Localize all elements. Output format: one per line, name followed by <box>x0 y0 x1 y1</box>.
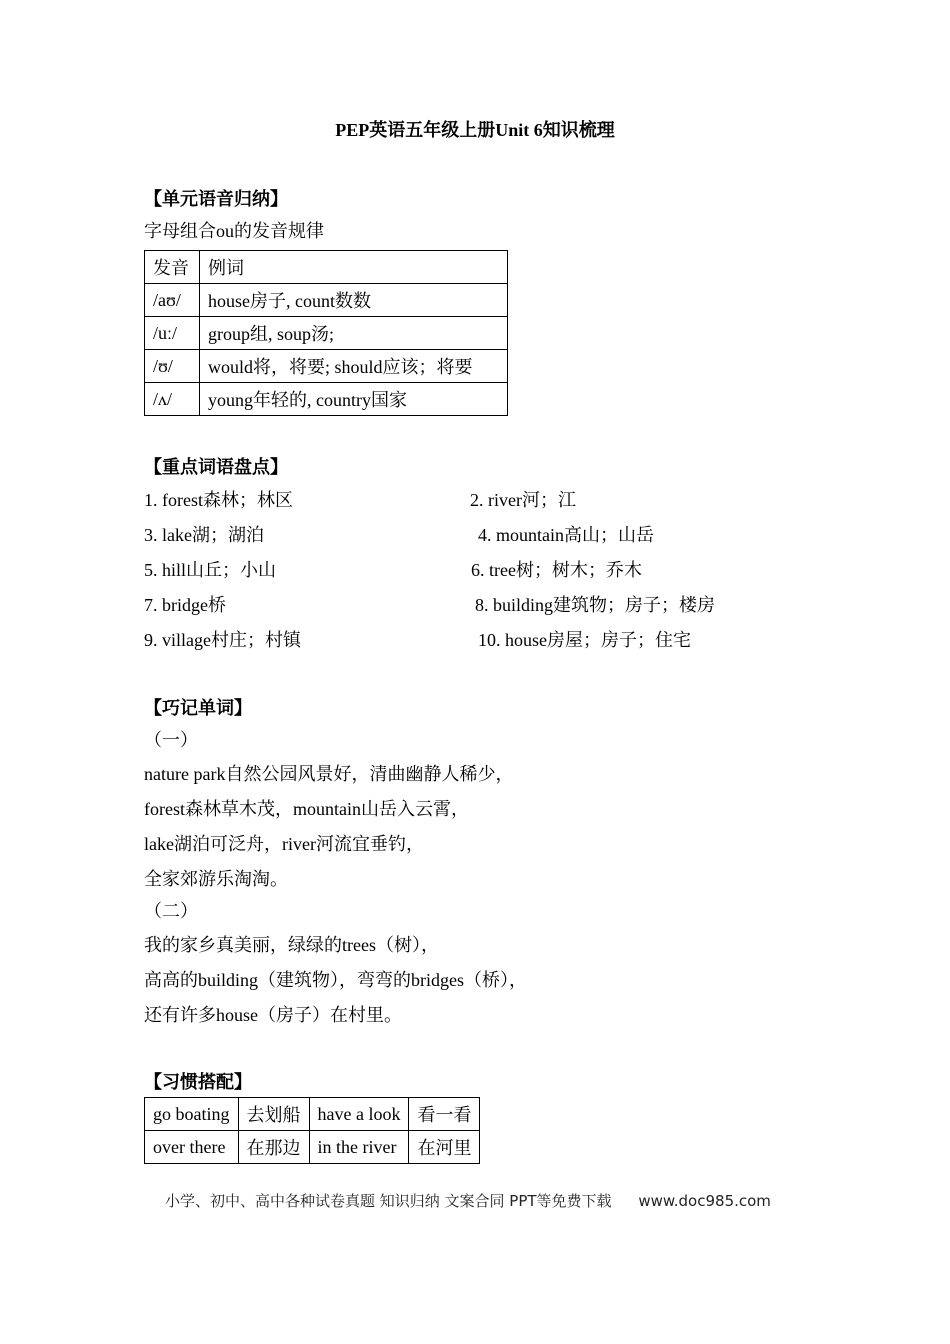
vocab-item: 3. lake湖；湖泊 <box>144 525 264 545</box>
table-cell: young年轻的, country国家 <box>200 383 508 416</box>
table-cell: 在那边 <box>238 1131 309 1164</box>
table-cell: 发音 <box>145 251 200 284</box>
table-cell: have a look <box>309 1098 409 1131</box>
collocations-table <box>144 1097 480 1164</box>
vocab-item: 10. house房屋；房子；住宅 <box>478 630 691 650</box>
vocab-item: 1. forest森林；林区 <box>144 490 293 510</box>
memory-line: forest森林草木茂，mountain山岳入云霄， <box>144 799 469 819</box>
table-row <box>145 350 508 383</box>
table-cell: /ʌ/ <box>145 383 200 416</box>
table-row <box>145 383 508 416</box>
vocab-item: 4. mountain高山；山岳 <box>478 525 654 545</box>
memory-line: lake湖泊可泛舟，river河流宜垂钓， <box>144 834 424 854</box>
collocations-heading: 【习惯搭配】 <box>144 1072 252 1092</box>
table-cell: 例词 <box>200 251 508 284</box>
table-cell: over there <box>145 1131 239 1164</box>
vocab-item: 5. hill山丘；小山 <box>144 560 277 580</box>
table-row <box>145 251 508 284</box>
vocab-item: 2. river河；江 <box>470 490 576 510</box>
table-cell: group组, soup汤; <box>200 317 508 350</box>
table-cell: 看一看 <box>409 1098 480 1131</box>
table-cell: /aʊ/ <box>145 284 200 317</box>
table-cell: go boating <box>145 1098 239 1131</box>
vocab-heading: 【重点词语盘点】 <box>144 457 288 477</box>
table-row <box>145 1131 480 1164</box>
vocab-item: 9. village村庄；村镇 <box>144 630 301 650</box>
memory-line: 全家郊游乐淘淘。 <box>144 869 288 889</box>
table-cell: /uː/ <box>145 317 200 350</box>
table-cell: 去划船 <box>238 1098 309 1131</box>
table-cell: would将，将要; should应该；将要 <box>200 350 508 383</box>
memory-part2-label: （二） <box>144 901 198 921</box>
table-row <box>145 317 508 350</box>
memory-line: 我的家乡真美丽，绿绿的trees（树）， <box>144 935 439 955</box>
table-cell: in the river <box>309 1131 409 1164</box>
table-row <box>145 284 508 317</box>
vocab-item: 7. bridge桥 <box>144 595 226 615</box>
footer-text: 小学、初中、高中各种试卷真题 知识归纳 文案合同 PPT等免费下载 <box>165 1192 612 1210</box>
phonics-table <box>144 250 508 416</box>
memory-heading: 【巧记单词】 <box>144 698 252 718</box>
memory-line: nature park自然公园风景好，清曲幽静人稀少， <box>144 764 514 784</box>
page-title: PEP英语五年级上册Unit 6知识梳理 <box>335 120 615 140</box>
vocab-item: 6. tree树；树木；乔木 <box>471 560 642 580</box>
phonics-intro: 字母组合ou的发音规律 <box>144 221 324 241</box>
table-cell: /ʊ/ <box>145 350 200 383</box>
memory-part1-label: （一） <box>144 730 198 750</box>
page-footer <box>165 1190 771 1211</box>
vocab-item: 8. building建筑物；房子；楼房 <box>475 595 716 615</box>
memory-line: 高高的building（建筑物），弯弯的bridges（桥）， <box>144 970 527 990</box>
table-row <box>145 1098 480 1131</box>
phonics-heading: 【单元语音归纳】 <box>144 189 288 209</box>
table-cell: house房子, count数数 <box>200 284 508 317</box>
memory-line: 还有许多house（房子）在村里。 <box>144 1005 402 1025</box>
footer-url[interactable]: www.doc985.com <box>638 1192 771 1210</box>
table-cell: 在河里 <box>409 1131 480 1164</box>
